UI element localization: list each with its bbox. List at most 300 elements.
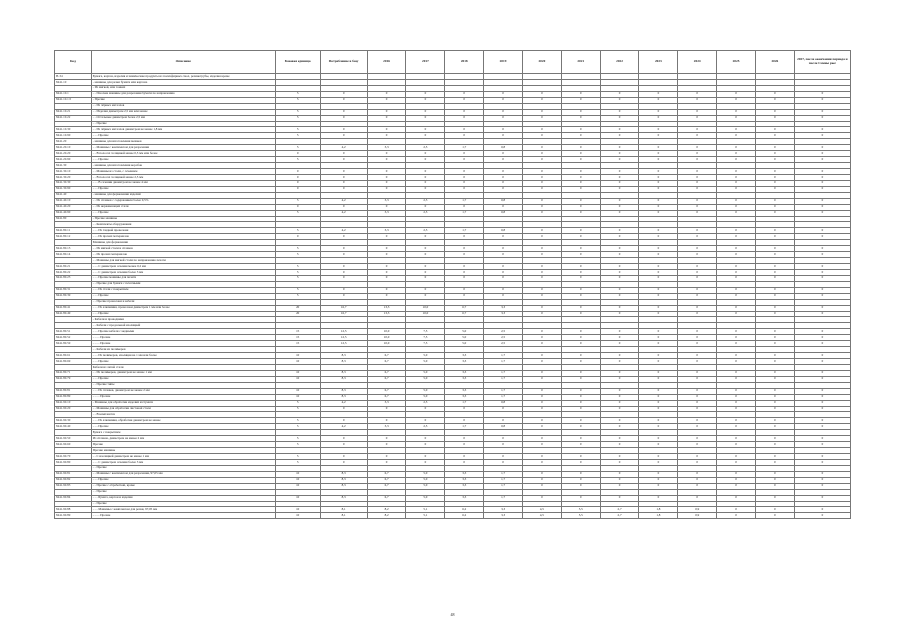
value-cell: 0: [406, 264, 445, 270]
value-cell: 0: [522, 204, 561, 210]
value-cell: 0: [717, 454, 756, 460]
value-cell: 1,7: [484, 483, 523, 489]
value-cell: 0: [639, 335, 678, 341]
value-cell: 0: [484, 180, 523, 186]
value-cell: 0: [522, 198, 561, 204]
value-cell: 0: [717, 127, 756, 133]
value-cell: 0: [755, 275, 794, 281]
value-cell: 10: [275, 513, 320, 519]
value-cell: 0: [406, 234, 445, 240]
value-cell: 0: [717, 311, 756, 317]
value-cell: 0: [755, 424, 794, 430]
value-cell: 0: [320, 109, 367, 115]
value-cell: 0: [678, 388, 717, 394]
value-cell: 0: [639, 370, 678, 376]
value-cell: 0: [561, 109, 600, 115]
value-cell: 0: [522, 97, 561, 103]
description-cell: - Машины для обработки изделий из бумаги: [91, 400, 275, 406]
description-cell: - - - Прочие: [91, 293, 275, 299]
value-cell: 0: [755, 483, 794, 489]
value-cell: 0: [406, 115, 445, 121]
value-cell: 0: [445, 157, 484, 163]
value-cell: 0: [755, 359, 794, 365]
value-cell: 0: [445, 459, 484, 465]
code-cell: 8441.90.81: [55, 471, 92, 477]
value-cell: 5,0: [406, 376, 445, 382]
value-cell: 0: [406, 169, 445, 175]
value-cell: 5,0: [445, 335, 484, 341]
value-cell: 0: [717, 370, 756, 376]
value-cell: 3,3: [367, 145, 406, 151]
description-cell: - - Машины из стали, с сечением: [91, 169, 275, 175]
value-cell: 0: [600, 133, 639, 139]
value-cell: 0: [320, 151, 367, 157]
value-cell: 0: [794, 406, 850, 412]
value-cell: 0: [639, 264, 678, 270]
value-cell: 4,5: [522, 507, 561, 513]
value-cell: 0: [794, 234, 850, 240]
code-cell: 8441.10: [55, 79, 92, 85]
code-cell: 8441.30.90: [55, 186, 92, 192]
value-cell: 0: [639, 388, 678, 394]
description-cell: - - - Прочие: [91, 210, 275, 216]
code-cell: 8441.80.59: [55, 341, 92, 347]
value-cell: 0: [639, 495, 678, 501]
value-cell: 0: [794, 311, 850, 317]
value-cell: 0: [678, 198, 717, 204]
value-cell: 0: [717, 157, 756, 163]
value-cell: 0: [522, 115, 561, 121]
value-cell: 0: [367, 264, 406, 270]
description-cell: - - Из чёрных металлов диаметром не менее 1,8 мм: [91, 127, 275, 133]
value-cell: 0: [561, 210, 600, 216]
value-cell: 0: [484, 406, 523, 412]
value-cell: 1,7: [484, 495, 523, 501]
value-cell: 0: [445, 287, 484, 293]
value-cell: 0,8: [484, 424, 523, 430]
value-cell: 0: [639, 454, 678, 460]
value-cell: 0: [522, 424, 561, 430]
value-cell: 0: [561, 394, 600, 400]
value-cell: 0: [639, 198, 678, 204]
value-cell: 0: [320, 157, 367, 163]
value-cell: 1,7: [484, 353, 523, 359]
value-cell: 0: [678, 471, 717, 477]
value-cell: 6,2: [445, 507, 484, 513]
column-header: Потребление в базу: [320, 51, 367, 74]
code-cell: 8441.90.89: [55, 513, 92, 519]
code-cell: 8441.40.20: [55, 204, 92, 210]
description-cell: - - Из прочих материалов: [91, 252, 275, 258]
value-cell: 5: [275, 287, 320, 293]
value-cell: 0: [445, 234, 484, 240]
value-cell: 0: [320, 133, 367, 139]
value-cell: 2,7: [600, 507, 639, 513]
value-cell: 0: [678, 127, 717, 133]
description-cell: - - Прочие: [91, 465, 275, 471]
value-cell: 0: [522, 264, 561, 270]
value-cell: 0: [522, 275, 561, 281]
value-cell: 0: [794, 287, 850, 293]
value-cell: 3,3: [445, 353, 484, 359]
value-cell: 0: [445, 169, 484, 175]
value-cell: 0: [600, 186, 639, 192]
value-cell: 0: [367, 186, 406, 192]
value-cell: 8,3: [320, 388, 367, 394]
code-cell: 8441.80.71: [55, 370, 92, 376]
description-cell: - - Машины для обработки листовой стали: [91, 406, 275, 412]
value-cell: 0: [717, 204, 756, 210]
value-cell: 0: [639, 293, 678, 299]
value-cell: 0: [445, 436, 484, 442]
value-cell: 0: [639, 115, 678, 121]
description-cell: - Кабели и проводники: [91, 317, 275, 323]
value-cell: 5: [275, 424, 320, 430]
value-cell: 0: [639, 305, 678, 311]
value-cell: 0: [522, 394, 561, 400]
value-cell: 0: [445, 264, 484, 270]
value-cell: 0: [600, 228, 639, 234]
value-cell: 0: [600, 400, 639, 406]
value-cell: 0: [484, 109, 523, 115]
value-cell: 3,3: [445, 388, 484, 394]
value-cell: 0: [522, 353, 561, 359]
code-cell: 8441.90.80: [55, 459, 92, 465]
value-cell: 8,3: [320, 376, 367, 382]
value-cell: 0: [717, 394, 756, 400]
value-cell: 5,1: [406, 507, 445, 513]
value-cell: 0: [678, 115, 717, 121]
column-header: 2022: [600, 51, 639, 74]
value-cell: 0: [522, 335, 561, 341]
value-cell: 0: [320, 293, 367, 299]
value-cell: 0: [561, 169, 600, 175]
value-cell: 0: [639, 204, 678, 210]
value-cell: 0: [678, 228, 717, 234]
value-cell: 0: [755, 174, 794, 180]
code-cell: 8441.80.52: [55, 335, 92, 341]
description-cell: - - Изделия диаметром 2,5 мм или менее: [91, 109, 275, 115]
value-cell: 5: [275, 97, 320, 103]
value-cell: 10: [275, 353, 320, 359]
value-cell: 0: [794, 198, 850, 204]
description-cell: - - - Из прочих материалов: [91, 234, 275, 240]
value-cell: 12,5: [320, 335, 367, 341]
code-cell: 8441.40.90: [55, 210, 92, 216]
value-cell: 0: [600, 305, 639, 311]
value-cell: 0: [320, 180, 367, 186]
value-cell: 5,0: [406, 477, 445, 483]
value-cell: 0: [794, 97, 850, 103]
column-header: 2027, после окончания периода и после Смены рыс: [794, 51, 850, 74]
value-cell: 0: [561, 442, 600, 448]
value-cell: 0: [600, 442, 639, 448]
value-cell: 3,3: [367, 210, 406, 216]
value-cell: 0: [600, 329, 639, 335]
value-cell: 0: [600, 454, 639, 460]
value-cell: 0: [600, 370, 639, 376]
value-cell: 0: [522, 293, 561, 299]
description-cell: Бумага, картон, изделия и химические продукты из полиэфирных смол, резинотрубы, изделия кроме: [91, 74, 275, 80]
value-cell: 0: [522, 406, 561, 412]
value-cell: 0: [639, 169, 678, 175]
value-cell: 0: [717, 269, 756, 275]
value-cell: 0: [406, 406, 445, 412]
value-cell: 0: [484, 293, 523, 299]
value-cell: 0: [794, 454, 850, 460]
description-cell: - - Прочие: [91, 501, 275, 507]
description-cell: - - С изоляцией диаметром не менее 1 мм: [91, 454, 275, 460]
value-cell: 0: [678, 169, 717, 175]
value-cell: 0: [561, 91, 600, 97]
value-cell: 10: [275, 477, 320, 483]
value-cell: 0: [755, 394, 794, 400]
value-cell: 0: [639, 459, 678, 465]
value-cell: 8,3: [320, 471, 367, 477]
value-cell: 0: [522, 495, 561, 501]
value-cell: 0: [678, 353, 717, 359]
value-cell: 0: [445, 151, 484, 157]
value-cell: 0: [445, 293, 484, 299]
value-cell: 15: [275, 335, 320, 341]
value-cell: 0: [406, 127, 445, 133]
value-cell: 0: [367, 91, 406, 97]
table-row: [55, 513, 851, 519]
description-cell: - - - Прочие: [91, 186, 275, 192]
value-cell: 8,3: [320, 394, 367, 400]
value-cell: 0: [755, 204, 794, 210]
value-cell: 0: [794, 127, 850, 133]
description-cell: - - В полосах толщиной менее 2,5 мм: [91, 174, 275, 180]
value-cell: 0: [717, 436, 756, 442]
value-cell: 0: [522, 370, 561, 376]
value-cell: 0: [755, 341, 794, 347]
value-cell: 0: [275, 234, 320, 240]
value-cell: 0: [561, 353, 600, 359]
value-cell: 0: [639, 97, 678, 103]
value-cell: 0: [794, 335, 850, 341]
description-cell: - - Из сплавов с содержанием более 0,5%: [91, 198, 275, 204]
value-cell: 0: [639, 269, 678, 275]
value-cell: 6,7: [367, 483, 406, 489]
value-cell: 0: [678, 133, 717, 139]
column-header: Код: [55, 51, 92, 74]
value-cell: 0: [755, 293, 794, 299]
description-cell: - - - Из гладкой проволоки: [91, 228, 275, 234]
description-cell: - - - С диаметром сечения менее 0,2 мм: [91, 264, 275, 270]
code-cell: 8441.90.70: [55, 454, 92, 460]
value-cell: 8,3: [320, 359, 367, 365]
value-cell: 0: [639, 252, 678, 258]
value-cell: 0: [678, 495, 717, 501]
value-cell: 0: [522, 471, 561, 477]
value-cell: 5,0: [406, 388, 445, 394]
value-cell: 5: [275, 246, 320, 252]
value-cell: 0: [320, 169, 367, 175]
value-cell: 0: [561, 157, 600, 163]
value-cell: 0: [717, 341, 756, 347]
value-cell: 0: [522, 388, 561, 394]
value-cell: 0: [794, 353, 850, 359]
value-cell: 0: [522, 174, 561, 180]
value-cell: 0: [320, 442, 367, 448]
value-cell: 0: [755, 198, 794, 204]
value-cell: 0: [639, 359, 678, 365]
value-cell: 0: [561, 198, 600, 204]
value-cell: 0: [755, 454, 794, 460]
value-cell: 0: [367, 459, 406, 465]
value-cell: 0: [717, 115, 756, 121]
value-cell: 0: [561, 228, 600, 234]
value-cell: 3,3: [445, 359, 484, 365]
code-cell: 8441.80.61: [55, 353, 92, 359]
value-cell: 0: [445, 115, 484, 121]
value-cell: 0: [522, 400, 561, 406]
value-cell: 0: [794, 210, 850, 216]
value-cell: 0: [600, 388, 639, 394]
value-cell: 0: [717, 305, 756, 311]
description-cell: - - - Прочие: [91, 477, 275, 483]
code-cell: 8441.90.88: [55, 507, 92, 513]
value-cell: 10: [275, 507, 320, 513]
value-cell: 0: [755, 228, 794, 234]
value-cell: 0: [755, 370, 794, 376]
value-cell: 0: [794, 180, 850, 186]
value-cell: 0: [561, 376, 600, 382]
value-cell: 3,3: [367, 198, 406, 204]
value-cell: 0: [794, 436, 850, 442]
value-cell: 4,2: [320, 400, 367, 406]
value-cell: 10,0: [367, 335, 406, 341]
value-cell: 6,7: [367, 477, 406, 483]
description-cell: - - Прочие для бумаги с печатными: [91, 281, 275, 287]
value-cell: 0: [484, 269, 523, 275]
value-cell: 0: [561, 424, 600, 430]
value-cell: 0: [484, 97, 523, 103]
description-cell: - - - - Прочие: [91, 341, 275, 347]
value-cell: 0: [406, 133, 445, 139]
description-cell: - - - Прочие: [91, 311, 275, 317]
value-cell: 8,3: [320, 477, 367, 483]
value-cell: 0: [639, 311, 678, 317]
value-cell: 0: [639, 127, 678, 133]
value-cell: 0: [794, 400, 850, 406]
description-cell: Кабели из литой стали: [91, 364, 275, 370]
value-cell: 12,5: [320, 341, 367, 347]
value-cell: 0: [678, 459, 717, 465]
value-cell: 5: [275, 406, 320, 412]
value-cell: 1,7: [484, 477, 523, 483]
value-cell: 10: [275, 495, 320, 501]
value-cell: 5: [275, 109, 320, 115]
value-cell: 0: [717, 471, 756, 477]
code-cell: 8441.10.21: [55, 109, 92, 115]
description-cell: - - Машины с комплектом для разрезания: [91, 145, 275, 151]
column-header: 2025: [717, 51, 756, 74]
description-cell: - - - Машины с комплектом для резки, 97,05 мм: [91, 507, 275, 513]
value-cell: 10: [275, 483, 320, 489]
value-cell: 2,5: [484, 341, 523, 347]
value-cell: 0,8: [484, 145, 523, 151]
value-cell: 0: [600, 275, 639, 281]
code-cell: 8441.80.39: [55, 293, 92, 299]
description-cell: Бумага с покрытием: [91, 430, 275, 436]
code-cell: 8441.90.20: [55, 406, 92, 412]
value-cell: 0: [755, 269, 794, 275]
value-cell: 13,3: [367, 311, 406, 317]
value-cell: 0: [561, 252, 600, 258]
value-cell: 0: [522, 305, 561, 311]
value-cell: 0: [522, 157, 561, 163]
value-cell: 5,0: [406, 359, 445, 365]
table-body: [55, 74, 851, 519]
value-cell: 0: [561, 115, 600, 121]
code-cell: 8441.10.1: [55, 91, 92, 97]
value-cell: 0: [522, 186, 561, 192]
description-cell: - - Машины для мягкой стали по направлению печати: [91, 258, 275, 264]
value-cell: 0: [561, 341, 600, 347]
value-cell: 0: [678, 186, 717, 192]
code-cell: 8441.20.90: [55, 157, 92, 163]
value-cell: 0: [445, 275, 484, 281]
value-cell: 0: [639, 133, 678, 139]
value-cell: 0: [717, 210, 756, 216]
description-cell: - машины для изготовления коробок: [91, 163, 275, 169]
value-cell: 0: [275, 180, 320, 186]
value-cell: 3,3: [445, 483, 484, 489]
value-cell: 0: [678, 246, 717, 252]
description-cell: - - - - Прочие: [91, 394, 275, 400]
value-cell: 0: [755, 418, 794, 424]
value-cell: 0: [755, 388, 794, 394]
value-cell: 0: [794, 115, 850, 121]
value-cell: 0: [639, 246, 678, 252]
value-cell: 0: [275, 174, 320, 180]
value-cell: 10: [275, 388, 320, 394]
value-cell: 0: [484, 157, 523, 163]
code-cell: 8441.30.10: [55, 169, 92, 175]
description-cell: Машины для формования: [91, 240, 275, 246]
code-cell: 8441.80.22: [55, 269, 92, 275]
code-cell: 8441.80.89: [55, 394, 92, 400]
value-cell: 0: [678, 329, 717, 335]
code-cell: 8441.40: [55, 192, 92, 198]
value-cell: 0: [794, 109, 850, 115]
description-cell: - машины для формования изделий: [91, 192, 275, 198]
value-cell: 0: [639, 418, 678, 424]
value-cell: 0: [755, 157, 794, 163]
value-cell: 5,0: [406, 394, 445, 400]
value-cell: 0: [755, 329, 794, 335]
value-cell: 0: [678, 210, 717, 216]
value-cell: 0: [678, 483, 717, 489]
value-cell: 0: [600, 264, 639, 270]
value-cell: 0: [678, 269, 717, 275]
code-cell: 8441.90.82: [55, 477, 92, 483]
value-cell: 0: [639, 174, 678, 180]
value-cell: 5: [275, 228, 320, 234]
value-cell: 0: [406, 454, 445, 460]
value-cell: 0: [600, 97, 639, 103]
value-cell: 0: [367, 174, 406, 180]
value-cell: 0,8: [484, 400, 523, 406]
value-cell: 0: [367, 115, 406, 121]
value-cell: 0: [794, 91, 850, 97]
value-cell: 0: [678, 180, 717, 186]
value-cell: 0: [678, 406, 717, 412]
description-cell: - - - Прочие: [91, 376, 275, 382]
value-cell: 0: [320, 234, 367, 240]
